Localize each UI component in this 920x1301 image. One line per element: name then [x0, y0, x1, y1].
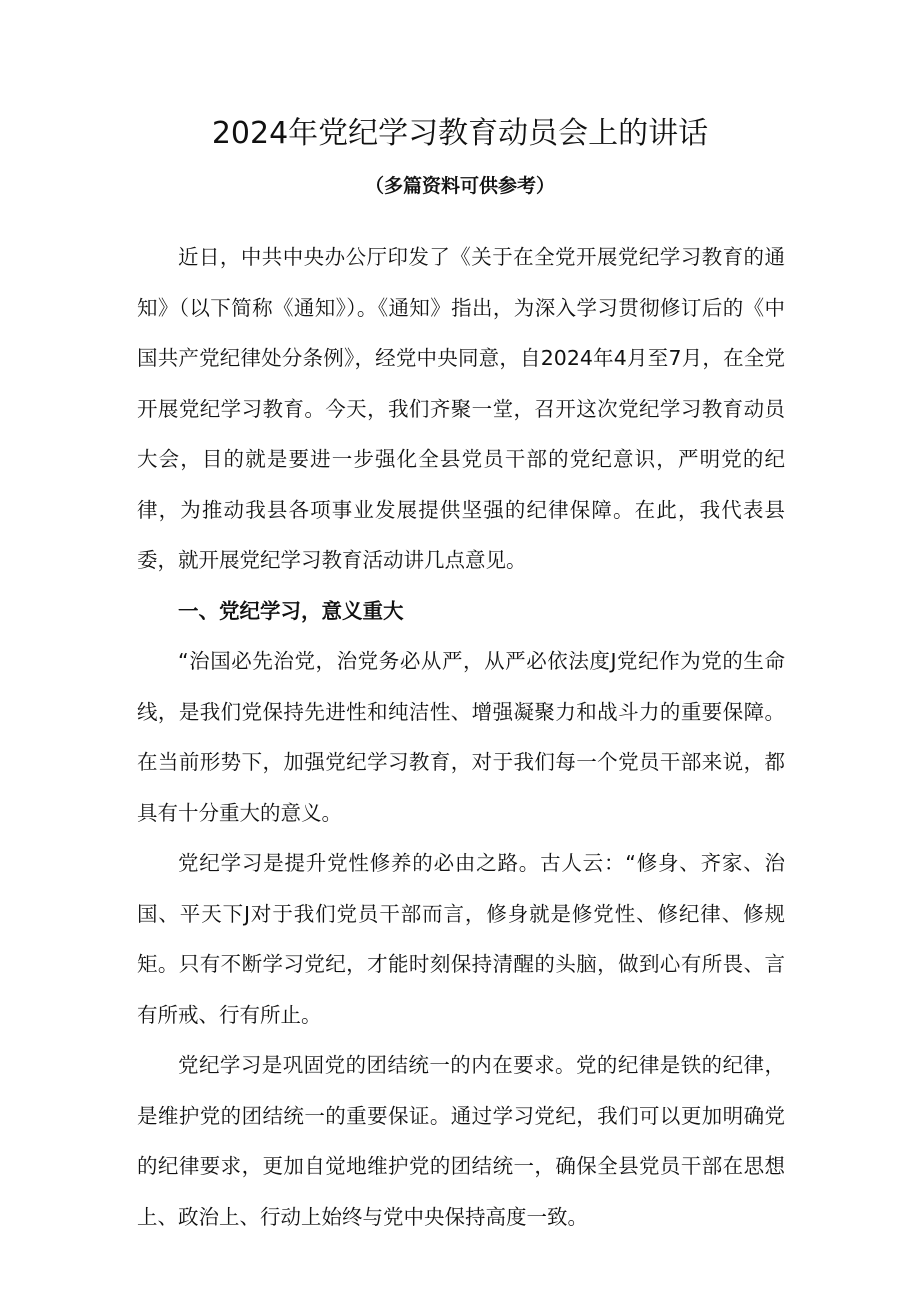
paragraph-self-cultivation: 党纪学习是提升党性修养的必由之路。古人云：“修身、齐家、治国、平天下J对于我们党员干部而言，修身就是修党性、修纪律、修规矩。只有不断学习党纪，才能时刻保持清醒的头脑，做到心有所畏、言有所戒、行有所止。	[137, 851, 785, 1027]
document-title: 2024年党纪学习教育动员会上的讲话	[211, 116, 709, 151]
section-heading-1: 一、党纪学习，意义重大	[178, 598, 404, 623]
document-body	[137, 232, 785, 1242]
document-subtitle: （多篇资料可供参考）	[364, 175, 555, 197]
paragraph-unity: 党纪学习是巩固党的团结统一的内在要求。党的纪律是铁的纪律，是维护党的团结统一的重要保证。通过学习党纪，我们可以更加明确党的纪律要求，更加自觉地维护党的团结统一，确保全县党员干部在思想上、政治上、行动上始终与党中央保持高度一致。	[137, 1053, 785, 1229]
paragraph-intro: 近日，中共中央办公厅印发了《关于在全党开展党纪学习教育的通知》（以下简称《通知》）。《通知》指出，为深入学习贯彻修订后的《中国共产党纪律处分条例》，经党中央同意，自2024年4月至7月，在全党开展党纪学习教育。今天，我们齐聚一堂，召开这次党纪学习教育动员大会，目的就是要进一步强化全县党员干部的党纪意识，严明党的纪律，为推动我县各项事业发展提供坚强的纪律保障。在此，我代表县委，就开展党纪学习教育活动讲几点意见。	[137, 245, 785, 572]
paragraph-significance: “治国必先治党，治党务必从严，从严必依法度J党纪作为党的生命线，是我们党保持先进性和纯洁性、增强凝聚力和战斗力的重要保障。在当前形势下，加强党纪学习教育，对于我们每一个党员干部来说，都具有十分重大的意义。	[137, 649, 785, 825]
